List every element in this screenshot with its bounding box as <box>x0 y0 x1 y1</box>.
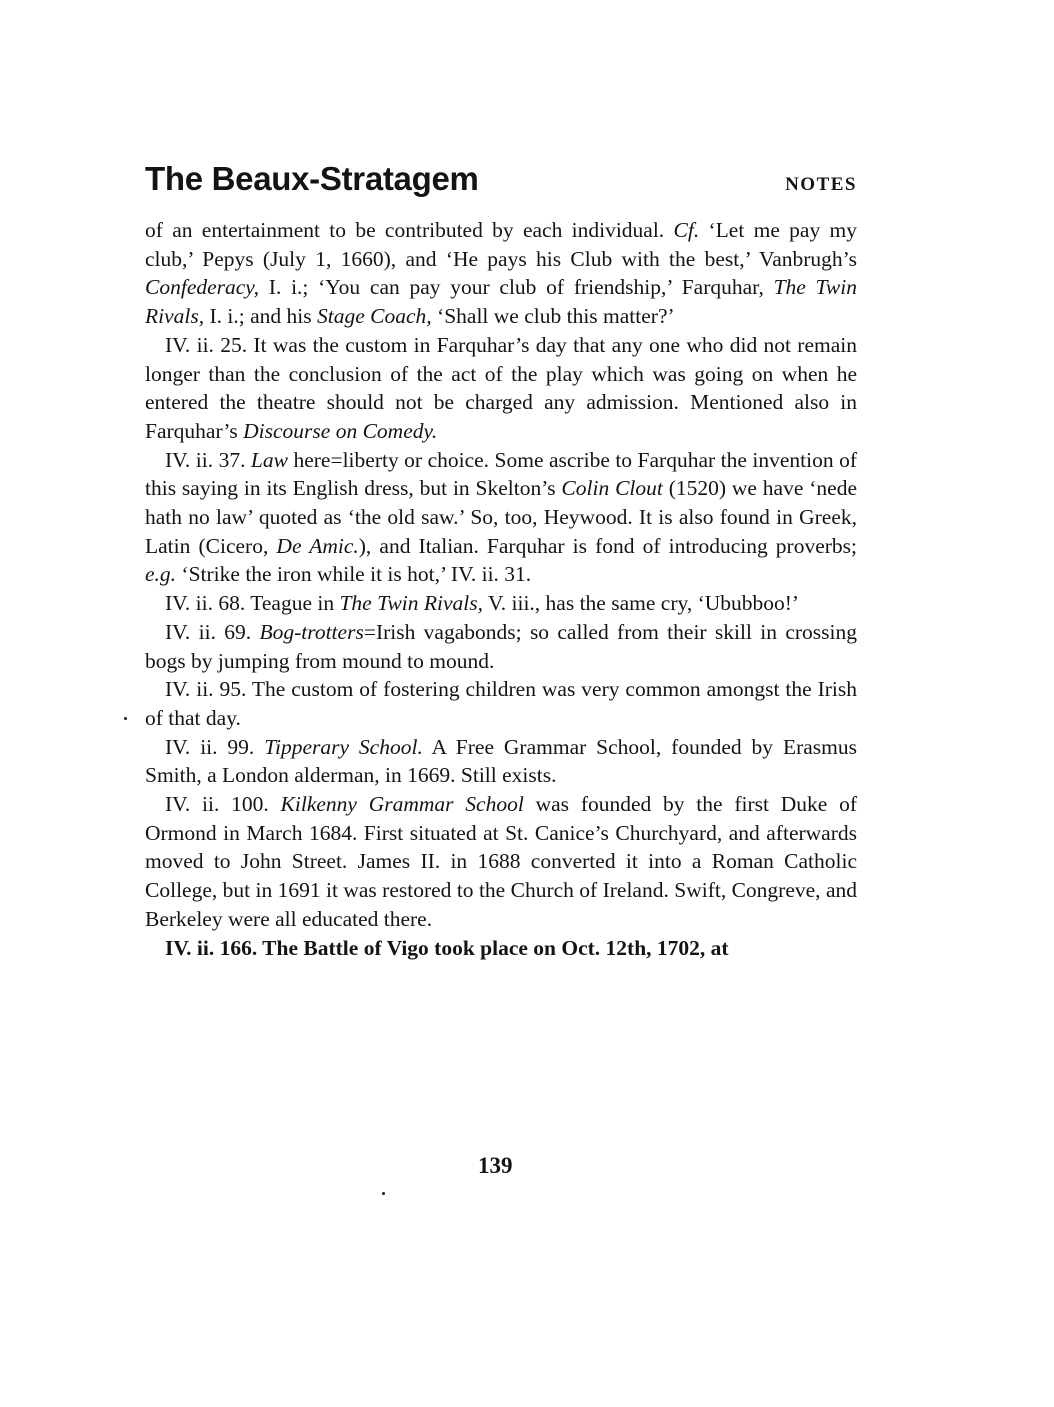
page <box>145 160 857 962</box>
italic-text: Kilkenny Grammar School <box>280 792 524 817</box>
note-text: IV. ii. 99. <box>165 734 265 759</box>
italic-text: Law <box>250 447 288 472</box>
italic-text: Cf. <box>673 218 700 242</box>
note-text: ‘Strike the iron while it is hot,’ IV. ii. 31. <box>176 562 532 587</box>
margin-speck <box>124 717 127 720</box>
note-text: =Irish vagabonds; so called from their skill in crossing bogs by jumping from mound to mound. <box>145 619 857 673</box>
note-entry <box>145 675 857 732</box>
running-header <box>145 160 857 206</box>
note-text: (1520) we have ‘nede hath no law’ quoted as ‘the old saw.’ So, too, Heywood. It is also found in Greek, Latin (Cicero, <box>145 476 857 558</box>
note-text: V. iii., has the same cry, ‘Ububboo!’ <box>483 591 800 616</box>
note-entry <box>145 446 857 590</box>
italic-text: The Twin Rivals, <box>145 275 857 329</box>
note-text: IV. ii. 95. The custom of fostering children was very common amongst the Irish of that day. <box>145 677 857 730</box>
note-entry <box>145 618 857 675</box>
note-entry <box>145 331 857 446</box>
italic-text: The Twin Rivals, <box>339 591 484 616</box>
note-text: IV. ii. 68. Teague in <box>165 591 340 616</box>
note-entry <box>145 733 857 790</box>
note-text: here=liberty or choice. Some ascribe to Farquhar the invention of this saying in its English dress, but in Skelton’s <box>145 447 857 501</box>
note-text: ‘Shall we club this matter?’ <box>431 304 675 329</box>
note-continuation <box>145 216 857 331</box>
note-text: IV. ii. 69. <box>165 619 260 644</box>
note-text: ), and Italian. Farquhar is fond of introducing proverbs; <box>358 533 858 558</box>
running-title: The Beaux-Stratagem <box>145 160 479 197</box>
note-text: I. i.; ‘You can pay your club of friendship,’ Farquhar, <box>259 275 774 300</box>
note-text: of an entertainment to be contributed by each individual. <box>145 218 674 242</box>
note-text: ‘Let me pay my club,’ Pepys (July 1, 1660), and ‘He pays his Club with the best,’ Vanbrugh’s <box>145 218 858 271</box>
note-text: IV. ii. 100. <box>165 792 281 817</box>
note-text: I. i.; and his <box>204 304 317 329</box>
note-text: A Free Grammar School, founded by Erasmus Smith, a London alderman, in 1669. Still exists. <box>145 734 857 788</box>
italic-text: Colin Clout <box>561 476 663 501</box>
italic-text: Confederacy, <box>145 275 260 300</box>
note-entry <box>145 790 857 934</box>
note-text: IV. ii. 25. It was the custom in Farquhar’s day that any one who did not remain longer than the conclusion of the act of the play which was going on when he entered the theatre should not be charged any admission. Mentioned also in Farquhar’s <box>145 332 857 443</box>
italic-text: De Amic. <box>276 533 359 558</box>
note-entry <box>145 934 857 963</box>
italic-text: Tipperary School. <box>264 734 423 759</box>
note-text: was founded by the first Duke of Ormond in March 1684. First situated at St. Canice’s Churchyard, and afterwards moved to John Street. James II. in 1688 converted it into a Roman Catholic College, but in 1691 it was restored to the Church of Ireland. Swift, Congreve, and Berkeley were all educated there. <box>145 792 857 931</box>
margin-speck <box>382 1192 385 1195</box>
italic-text: Discourse on Comedy. <box>243 418 438 443</box>
page-number: 139 <box>478 1153 513 1178</box>
italic-text: e.g. <box>145 562 177 587</box>
note-text: IV. ii. 166. The Battle of Vigo took place on Oct. 12th, 1702, at <box>165 935 729 960</box>
italic-text: Stage Coach, <box>317 304 432 329</box>
note-text: IV. ii. 37. <box>165 447 251 472</box>
italic-text: Bog-trotters <box>259 619 364 644</box>
notes-body <box>145 216 857 962</box>
note-entry <box>145 589 857 618</box>
section-label: NOTES <box>785 174 857 195</box>
